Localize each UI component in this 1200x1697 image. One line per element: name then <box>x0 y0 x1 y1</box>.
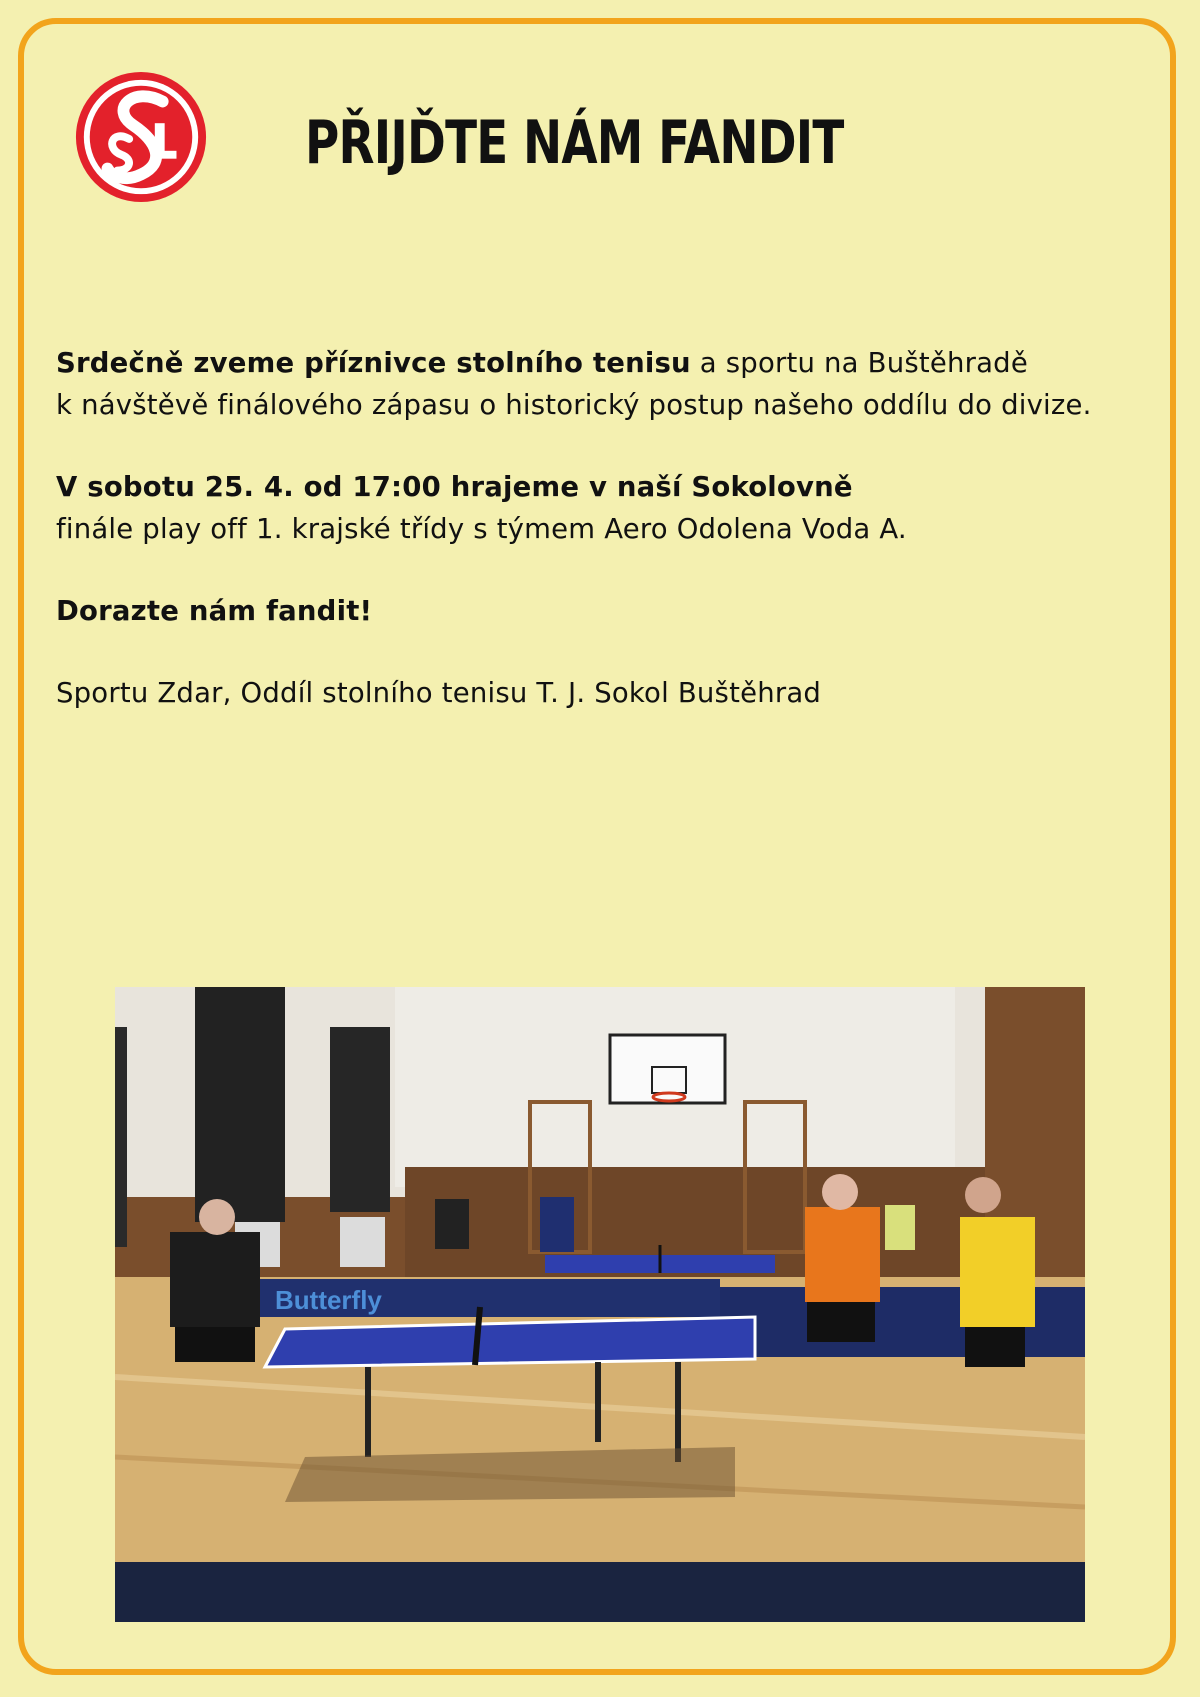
paragraph-match <box>56 466 1166 550</box>
match-detail: finále play off 1. krajské třídy s týmem Aero Odolena Voda A. <box>56 513 907 545</box>
paragraph-cheer <box>56 590 1166 632</box>
paragraph-invite <box>56 342 1166 426</box>
banner-text: Butterfly <box>275 1285 382 1315</box>
invitation-text <box>56 342 1166 754</box>
page-title: PŘIJĎTE NÁM FANDIT <box>305 108 844 178</box>
club-logo <box>72 68 210 206</box>
invite-bold: Srdečně zveme příznivce stolního tenisu <box>56 347 691 379</box>
cheer-text: Dorazte nám fandit! <box>56 595 373 627</box>
signature: Sportu Zdar, Oddíl stolního tenisu T. J. Sokol Buštěhrad <box>56 677 822 709</box>
invite-line2: k návštěvě finálového zápasu o historický postup našeho oddílu do divize. <box>56 389 1092 421</box>
invite-rest: a sportu na Buštěhradě <box>690 347 1028 379</box>
paragraph-signature <box>56 672 1166 714</box>
match-datetime: V sobotu 25. 4. od 17:00 hrajeme v naší Sokolovně <box>56 471 853 503</box>
gym-photo <box>115 987 1085 1622</box>
